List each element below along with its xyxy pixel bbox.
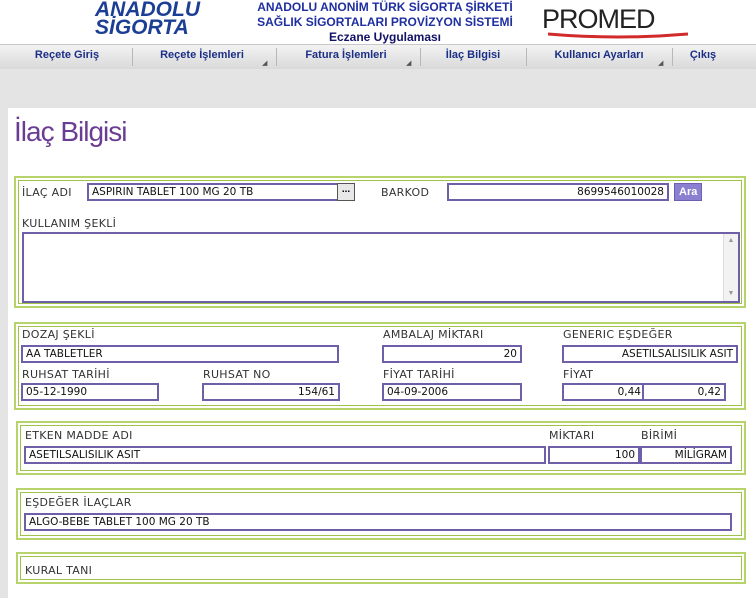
dozaj-sekli-label: DOZAJ ŞEKLİ <box>22 328 95 341</box>
nav-kullanici-ayarlari[interactable]: Kullanıcı Ayarları <box>554 49 644 61</box>
ambalaj-miktari-input[interactable]: 20 <box>382 345 522 363</box>
app-header <box>0 0 756 44</box>
nav-separator <box>420 48 421 66</box>
chevron-down-icon: ◢ <box>406 60 412 67</box>
promed-logo <box>542 4 655 35</box>
nav-separator <box>672 48 673 66</box>
nav-ilac-bilgisi[interactable]: İlaç Bilgisi <box>445 49 501 61</box>
kural-tani-panel <box>16 552 746 584</box>
anadolu-sigorta-logo <box>95 1 200 37</box>
nav-recete-giris[interactable]: Reçete Giriş <box>34 49 100 61</box>
generic-esdeger-input[interactable]: ASETILSALISILIK ASIT <box>562 345 738 363</box>
kullanim-sekli-label: KULLANIM ŞEKLİ <box>22 217 117 230</box>
kullanim-sekli-textarea[interactable] <box>22 232 740 303</box>
ambalaj-miktari-label: AMBALAJ MİKTARI <box>383 328 484 341</box>
company-title <box>240 0 530 45</box>
ilac-adi-label: İLAÇ ADI <box>22 186 72 199</box>
main-navbar <box>0 44 756 70</box>
esdeger-ilaclar-input[interactable]: ALGO-BEBE TABLET 100 MG 20 TB <box>24 513 732 531</box>
fiyat-input-1[interactable]: 0,44 <box>562 383 646 401</box>
ruhsat-tarihi-input[interactable]: 05-12-1990 <box>21 383 159 401</box>
nav-recete-islemleri[interactable]: Reçete İşlemleri <box>160 49 244 61</box>
promed-swoosh-icon <box>548 30 688 40</box>
page-title: İlaç Bilgisi <box>14 116 127 147</box>
dozaj-sekli-input[interactable]: AA TABLETLER <box>21 345 339 363</box>
chevron-down-icon: ◢ <box>262 60 268 67</box>
ara-button[interactable]: Ara <box>674 183 702 201</box>
ilac-adi-input[interactable]: ASPIRIN TABLET 100 MG 20 TB <box>87 183 340 201</box>
chevron-down-icon: ◢ <box>658 60 664 67</box>
ruhsat-tarihi-label: RUHSAT TARİHİ <box>22 368 110 381</box>
nav-separator <box>276 48 277 66</box>
etken-madde-adi-label: ETKEN MADDE ADI <box>25 429 133 442</box>
nav-separator <box>132 48 133 66</box>
logo-line-2: SİGORTA <box>95 16 189 39</box>
miktari-label: MİKTARI <box>549 429 595 442</box>
fiyat-tarihi-label: FİYAT TARİHİ <box>383 368 455 381</box>
scroll-down-icon[interactable]: ▼ <box>727 290 735 297</box>
promed-logo-text: PROMED <box>542 4 655 34</box>
fiyat-tarihi-input[interactable]: 04-09-2006 <box>382 383 522 401</box>
fiyat-input-2[interactable]: 0,42 <box>642 383 726 401</box>
birimi-label: BİRİMİ <box>641 429 678 442</box>
kural-tani-label: KURAL TANI <box>25 564 93 577</box>
ilac-lookup-button[interactable]: ... <box>337 183 355 201</box>
scroll-up-icon[interactable]: ▲ <box>727 237 735 244</box>
barkod-input[interactable]: 8699546010028 <box>447 183 669 201</box>
company-name: ANADOLU ANONİM TÜRK SİGORTA ŞİRKETİ <box>257 0 513 14</box>
application-name: Eczane Uygulaması <box>328 30 442 44</box>
nav-fatura-islemleri[interactable]: Fatura İşlemleri <box>305 49 387 61</box>
ruhsat-no-input[interactable]: 154/61 <box>202 383 340 401</box>
ruhsat-no-label: RUHSAT NO <box>203 368 271 381</box>
system-name: SAĞLIK SİGORTALARI PROVİZYON SİSTEMİ <box>257 15 513 29</box>
nav-cikis[interactable]: Çıkış <box>689 49 717 61</box>
fiyat-label: FİYAT <box>563 368 594 381</box>
barkod-label: BARKOD <box>381 186 430 199</box>
generic-esdeger-label: GENERIC EŞDEĞER <box>563 328 673 341</box>
logo-line-1: ANADOLU <box>95 0 200 21</box>
etken-madde-adi-input[interactable]: ASETILSALISILIK ASIT <box>24 446 546 464</box>
esdeger-ilaclar-label: EŞDEĞER İLAÇLAR <box>25 496 132 509</box>
textarea-scrollbar[interactable] <box>723 234 738 301</box>
birimi-input[interactable]: MİLİGRAM <box>640 446 732 464</box>
nav-separator <box>526 48 527 66</box>
miktari-input[interactable]: 100 <box>548 446 640 464</box>
